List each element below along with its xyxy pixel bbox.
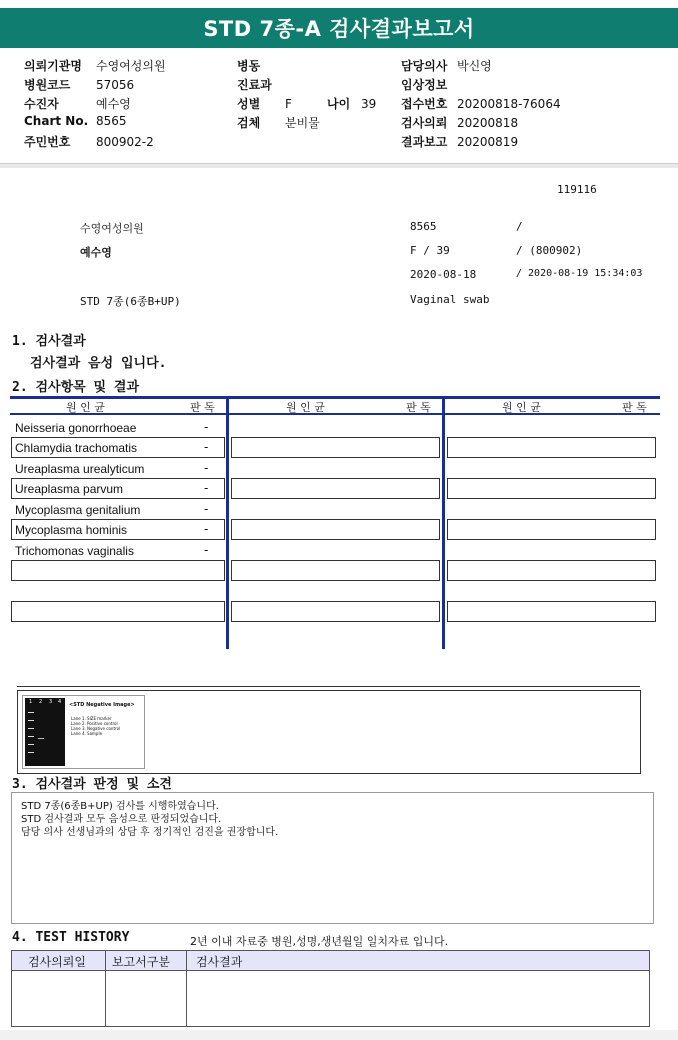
header-row: [237, 114, 407, 133]
lane-number: 1: [29, 699, 33, 705]
header-label: 병동: [237, 59, 261, 73]
result-cell-empty: [447, 478, 656, 499]
report-specimen: Vaginal swab: [410, 293, 490, 306]
section1-result: 검사결과 음성 입니다.: [30, 356, 167, 371]
result-cell-empty: [11, 601, 225, 622]
table-top-line: [10, 396, 660, 399]
opinion-text: [21, 800, 278, 839]
report-code: 119116: [557, 183, 597, 196]
lane-number: 3: [49, 699, 53, 705]
header-row: [24, 57, 166, 76]
result-table: [10, 396, 660, 651]
organism-name: Ureaplasma parvum: [15, 482, 124, 496]
organism-name: Mycoplasma hominis: [15, 523, 128, 537]
result-cell-empty: [447, 601, 656, 622]
header-row: [237, 57, 407, 76]
organism-result: -: [204, 440, 209, 454]
header-label: 수진자: [24, 97, 59, 111]
opinion-line: STD 7종(6종B+UP) 검사를 시행하였습니다.: [21, 801, 219, 812]
header-row: [24, 133, 166, 152]
result-cell-empty: [231, 437, 440, 458]
header-row: [24, 76, 166, 95]
opinion-line: 담당 의사 선생님과의 상담 후 정기적인 검진을 권장합니다.: [21, 827, 279, 838]
header-label: 성별: [237, 97, 261, 111]
header-label: 진료과: [237, 78, 272, 92]
organism-result: -: [204, 461, 209, 475]
header-row: [24, 95, 166, 114]
history-header-date: 검사의뢰일: [28, 955, 86, 969]
report-title-banner: [0, 8, 678, 48]
organism-name: Mycoplasma genitalium: [15, 503, 141, 517]
organism-name: Ureaplasma urealyticum: [15, 462, 145, 476]
history-header-type: 보고서구분: [112, 955, 170, 969]
header-row: [237, 95, 407, 114]
header-value: 분비물: [285, 116, 320, 130]
header-label: 검사의뢰: [401, 116, 448, 130]
marker-band: [28, 712, 34, 713]
organism-name: Trichomonas vaginalis: [15, 544, 134, 558]
header-label: 접수번호: [401, 97, 448, 111]
header-value: 39: [361, 97, 377, 111]
header-row: [237, 76, 407, 95]
header-value: 8565: [96, 114, 127, 128]
report-sex-age: F / 39: [410, 244, 450, 257]
table-col-divider: [226, 396, 229, 649]
col-header-judge: 판 독: [622, 401, 647, 414]
header-label: 임상정보: [401, 78, 448, 92]
organism-result: -: [204, 543, 209, 557]
col-header-organism: 원 인 균: [66, 401, 105, 414]
header-row: [401, 133, 661, 152]
lane-number: 4: [58, 699, 62, 705]
table-header-line: [10, 413, 660, 415]
section2-title: 2. 검사항목 및 결과: [12, 380, 140, 395]
report-test-name: STD 7종(6종B+UP): [80, 295, 181, 308]
opinion-line: STD 검사결과 모두 음성으로 판정되었습니다.: [21, 814, 222, 825]
result-cell-empty: [231, 478, 440, 499]
col-header-organism: 원 인 균: [502, 401, 541, 414]
header-col-2: [237, 57, 407, 133]
result-cell-empty: [11, 560, 225, 581]
gel-legend-item: Lane 2. Positive control: [71, 721, 118, 726]
header-label: 결과보고: [401, 135, 448, 149]
report-birth: / (800902): [516, 244, 583, 257]
organism-name: Chlamydia trachomatis: [15, 441, 138, 455]
header-row: [24, 114, 166, 133]
gel-legend: [71, 716, 120, 736]
header-value: 20200818: [457, 116, 519, 130]
marker-band: [28, 744, 34, 745]
header-label: Chart No.: [24, 114, 89, 128]
history-header-row: [11, 950, 650, 971]
history-note: 2년 이내 자료중 병원,성명,생년월일 일치자료 입니다.: [190, 935, 449, 948]
header-label: 나이: [327, 97, 351, 111]
history-col-divider: [105, 951, 106, 1026]
opinion-box: [11, 792, 654, 924]
header-col-1: [24, 57, 166, 152]
col-header-organism: 원 인 균: [286, 401, 325, 414]
header-row: [401, 57, 661, 76]
header-value: 수영여성의원: [96, 59, 166, 73]
col-header-judge: 판 독: [190, 401, 215, 414]
header-value: 박신영: [457, 59, 492, 73]
result-cell-empty: [447, 519, 656, 540]
header-divider: [0, 163, 678, 168]
marker-band: [28, 728, 34, 729]
gel-top-rule: [17, 686, 640, 687]
header-col-3: [401, 57, 661, 152]
header-value: 20200818-76064: [457, 97, 561, 111]
gel-legend-item: Lane 4. Sample: [71, 731, 103, 736]
header-row: [401, 95, 661, 114]
gel-legend-item: Lane 1. SIZE marker: [71, 716, 112, 721]
header-value: 예수영: [96, 97, 131, 111]
marker-band: [28, 752, 34, 753]
header-value: 800902-2: [96, 135, 154, 149]
report-title: STD 7종-A 검사결과보고서: [203, 17, 475, 41]
marker-band: [28, 736, 34, 737]
gel-title: <STD Negative Image>: [69, 702, 135, 708]
organism-result: -: [204, 522, 209, 536]
organism-result: -: [204, 502, 209, 516]
gel-legend-item: Lane 3. Negative control: [71, 726, 121, 731]
result-cell-empty: [231, 601, 440, 622]
section4-title: 4. TEST HISTORY: [12, 930, 130, 945]
organism-result: -: [204, 420, 209, 434]
top-strip: [0, 0, 678, 8]
history-header-result: 검사결과: [196, 955, 243, 969]
report-date-reported: / 2020-08-19 15:34:03: [516, 268, 643, 279]
report-chart: 8565: [410, 220, 437, 233]
organism-result: -: [204, 481, 209, 495]
control-band: [38, 738, 44, 739]
gel-image: [22, 695, 145, 769]
header-value: 57056: [96, 78, 135, 92]
table-col-divider: [442, 396, 445, 649]
gel-image-box: [17, 690, 641, 774]
organism-name: Neisseria gonorrhoeae: [15, 421, 137, 435]
marker-band: [28, 720, 34, 721]
history-col-divider: [186, 951, 187, 1026]
col-header-judge: 판 독: [406, 401, 431, 414]
header-label: 담당의사: [401, 59, 448, 73]
section1-title: 1. 검사결과: [12, 334, 86, 349]
report-patient: 예수영: [80, 246, 112, 259]
report-slash: /: [516, 220, 523, 233]
report-hospital: 수영여성의원: [80, 222, 144, 235]
result-cell-empty: [231, 560, 440, 581]
section3-title: 3. 검사결과 판정 및 소견: [12, 777, 172, 792]
result-cell-empty: [231, 519, 440, 540]
page-footer-strip: [0, 1030, 678, 1040]
header-value: 20200819: [457, 135, 519, 149]
report-date-received: 2020-08-18: [410, 268, 477, 281]
header-label: 검체: [237, 116, 261, 130]
history-table: [11, 950, 650, 1027]
header-label: 주민번호: [24, 135, 71, 149]
gel-lanes-area: [25, 698, 65, 766]
result-cell-empty: [447, 437, 656, 458]
header-label: 병원코드: [24, 78, 71, 92]
header-value: F: [285, 97, 292, 111]
header-label: 의뢰기관명: [24, 59, 82, 73]
result-cell-empty: [447, 560, 656, 581]
header-row: [401, 76, 661, 95]
lane-number: 2: [39, 699, 43, 705]
header-row: [401, 114, 661, 133]
